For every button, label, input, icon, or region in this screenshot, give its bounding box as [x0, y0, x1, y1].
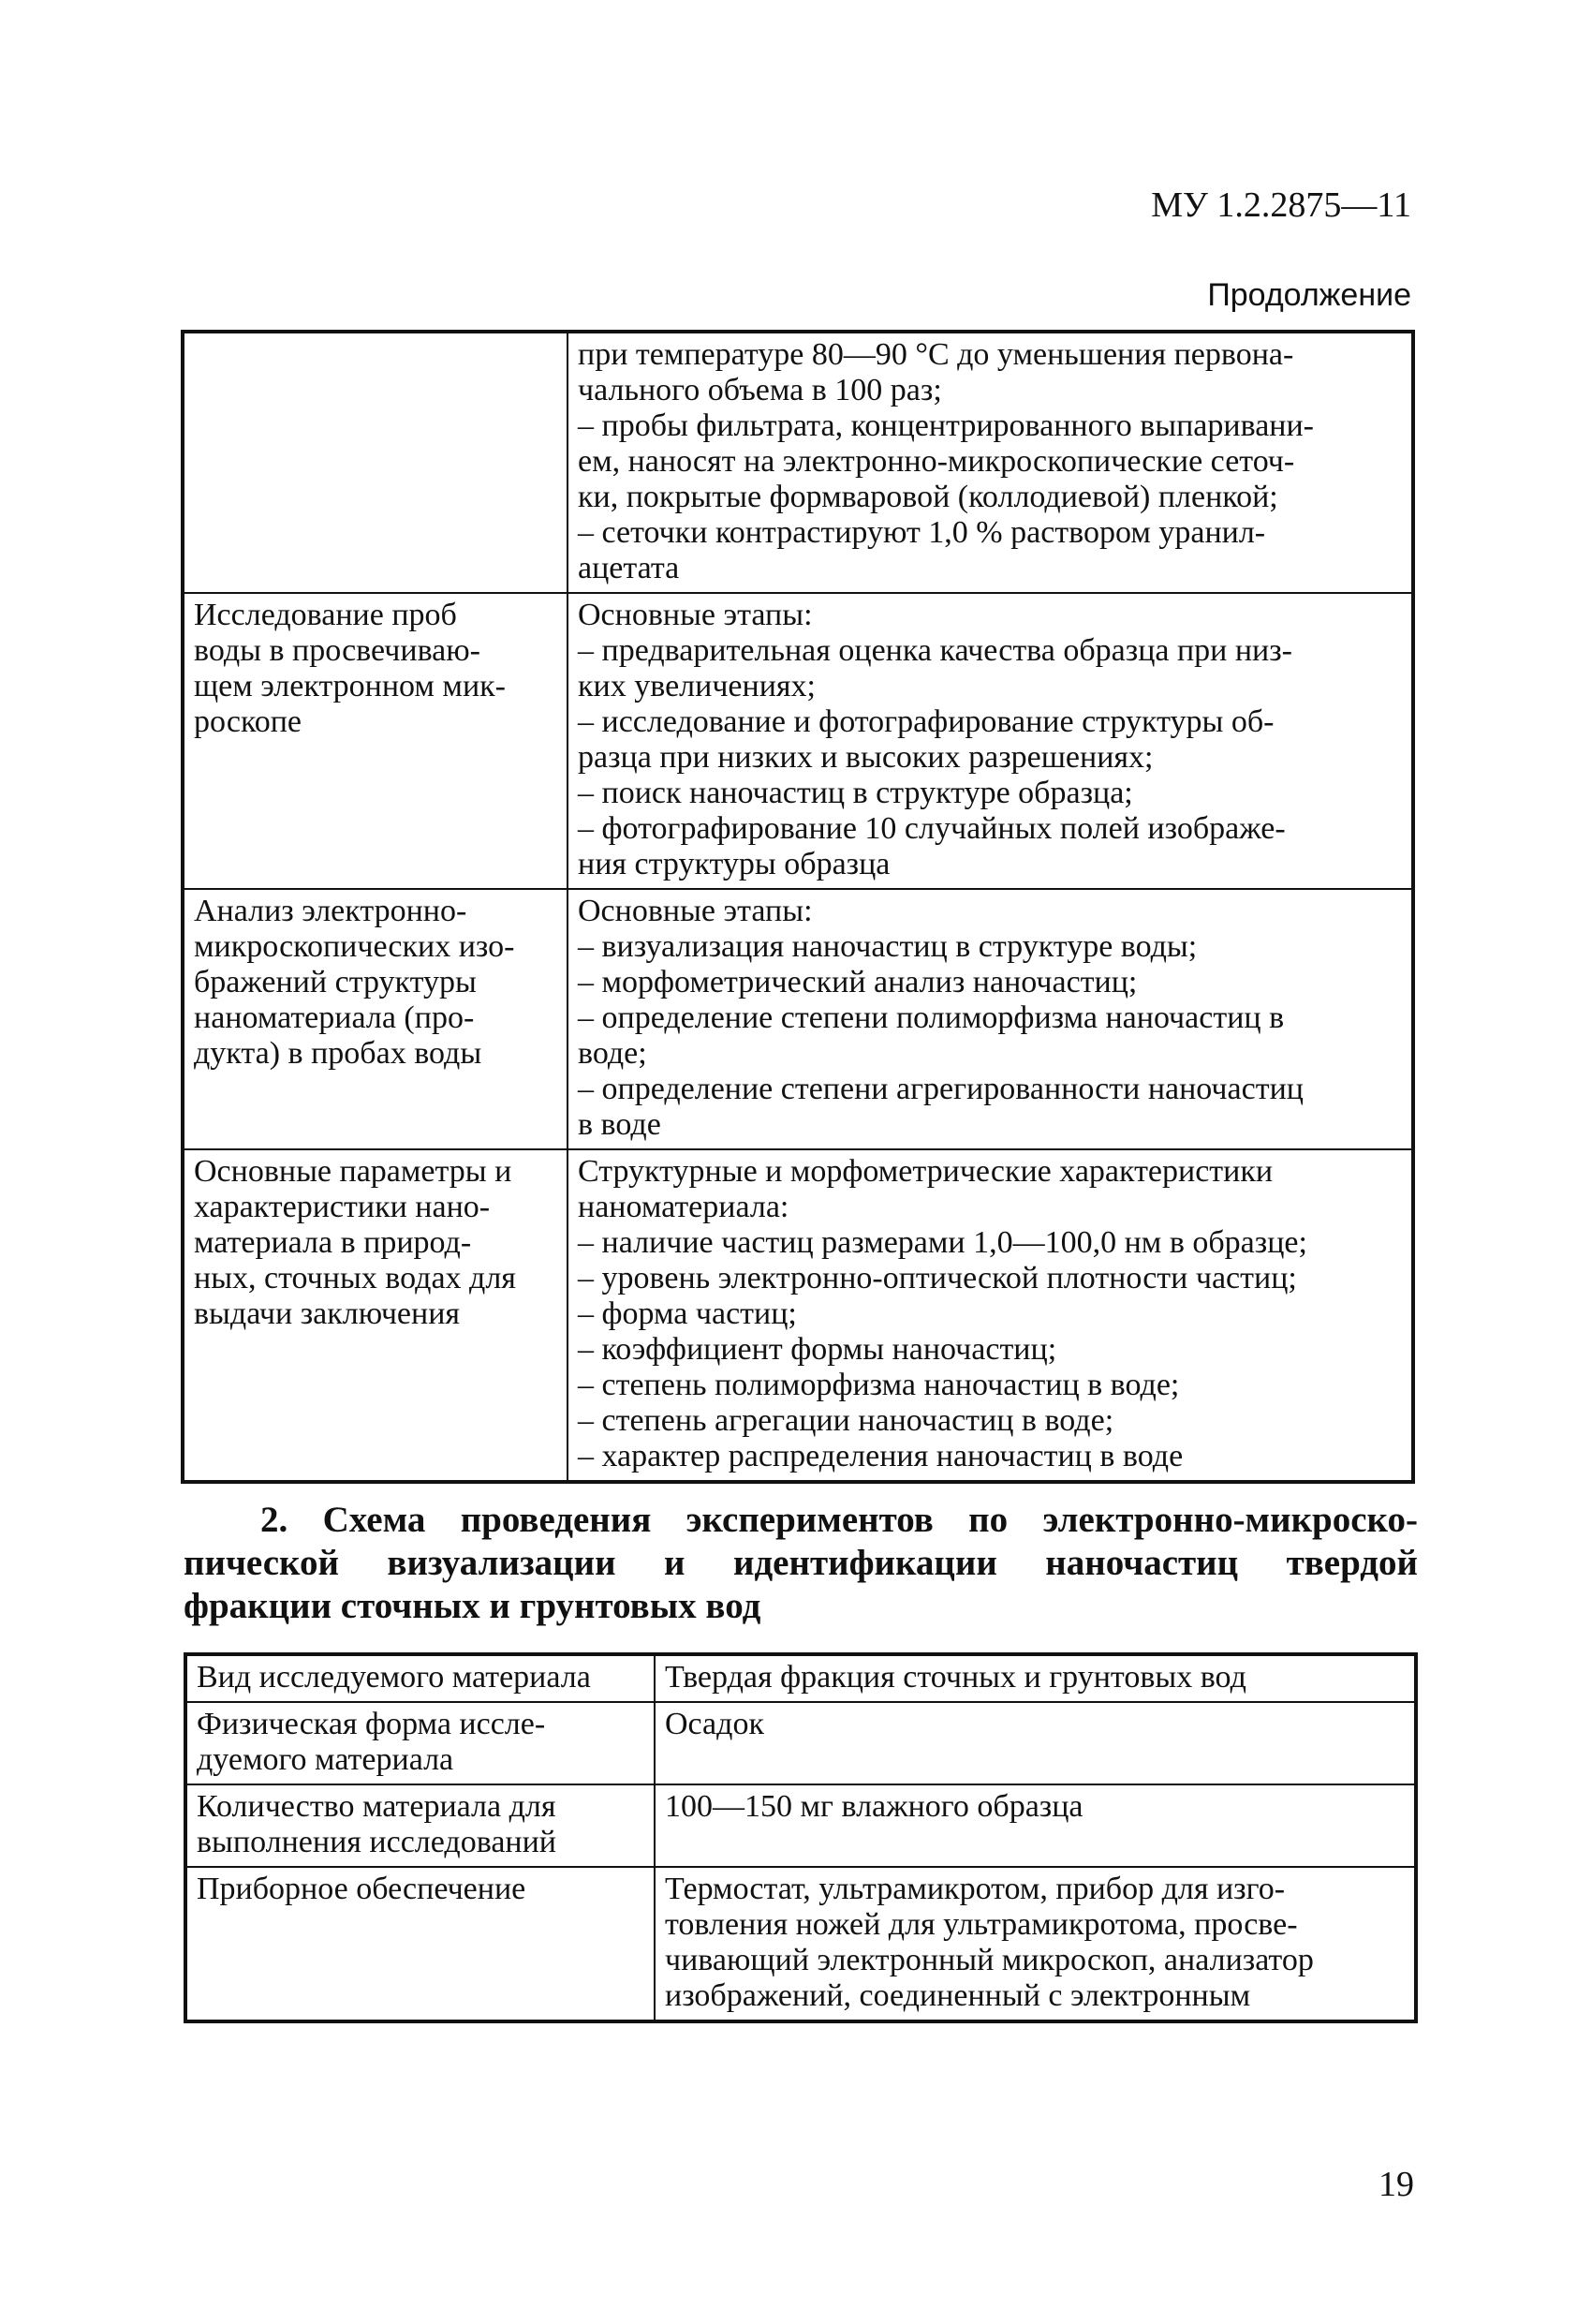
cell-text-line: в воде — [578, 1107, 661, 1142]
table-cell-parameter — [185, 1654, 655, 1702]
cell-text-line: Исследование проб — [194, 598, 457, 632]
cell-text-line: Осадок — [665, 1707, 764, 1741]
cell-text-line: – фотографирование 10 случайных полей изображе- — [578, 811, 1286, 846]
cell-text-line: Основные этапы: — [578, 894, 813, 928]
cell-text-line: материала в природ- — [194, 1225, 472, 1260]
table-cell-description — [568, 593, 1413, 889]
cell-text-line: выполнения исследований — [197, 1825, 556, 1859]
cell-text-line: дуемого материала — [197, 1742, 454, 1777]
cell-text-line: Твердая фракция сточных и грунтовых вод — [665, 1660, 1246, 1695]
cell-text-line: – исследование и фотографирование структуры об- — [578, 704, 1275, 739]
document-code: МУ 1.2.2875—11 — [1151, 185, 1411, 225]
cell-text-line: Вид исследуемого материала — [197, 1660, 591, 1695]
cell-text-line: – характер распределения наночастиц в воде — [578, 1439, 1184, 1473]
table-cell-parameter — [185, 1784, 655, 1867]
table-cell-description — [568, 889, 1413, 1149]
cell-text-line: товления ножей для ультрамикротома, просве- — [665, 1907, 1298, 1942]
cell-text-line: Структурные и морфометрические характеристики — [578, 1154, 1274, 1189]
cell-text-line: наноматериала: — [578, 1190, 789, 1224]
cell-text-line: Основные этапы: — [578, 598, 813, 632]
table-cell-value — [655, 1784, 1416, 1867]
table-cell-value — [655, 1702, 1416, 1784]
cell-text-line: – сеточки контрастируют 1,0 % раствором уранил- — [578, 515, 1266, 550]
table-cell-value — [655, 1654, 1416, 1702]
cell-text-line: – определение степени полиморфизма наночастиц в — [578, 1000, 1285, 1035]
procedure-table — [181, 330, 1415, 1484]
cell-text-line: воды в просвечиваю- — [194, 633, 480, 668]
table-row — [183, 332, 1413, 593]
heading-line: пической визуализации и идентификации наночастиц твердой — [184, 1543, 1418, 1583]
cell-text-line: ем, наносят на электронно-микроскопические сеточ- — [578, 444, 1295, 479]
cell-text-line: Основные параметры и — [194, 1154, 512, 1189]
table-row — [185, 1867, 1416, 2021]
cell-text-line: ния структуры образца — [578, 847, 891, 881]
cell-text-line: – поиск наночастиц в структуре образца; — [578, 776, 1133, 810]
table-cell-parameter — [185, 1867, 655, 2021]
cell-text-line: Термостат, ультрамикротом, прибор для изго- — [665, 1872, 1286, 1906]
cell-text-line: разца при низких и высоких разрешениях; — [578, 740, 1154, 775]
cell-text-line: микроскопических изо- — [194, 929, 515, 964]
table-row — [185, 1784, 1416, 1867]
cell-text-line: Количество материала для — [197, 1789, 556, 1824]
table-row — [183, 593, 1413, 889]
heading-line: фракции сточных и грунтовых вод — [184, 1586, 761, 1626]
table-cell-stage — [183, 332, 568, 593]
cell-text-line: щем электронном мик- — [194, 669, 506, 703]
cell-text-line: 100—150 мг влажного образца — [665, 1789, 1083, 1824]
cell-text-line: чивающий электронный микроскоп, анализатор — [665, 1943, 1314, 1977]
section-heading — [184, 1499, 1418, 1628]
cell-text-line: дукта) в пробах воды — [194, 1036, 482, 1071]
table-row — [183, 1149, 1413, 1482]
cell-text-line: ацетата — [578, 551, 680, 585]
table-cell-parameter — [185, 1702, 655, 1784]
cell-text-line: при температуре 80—90 °С до уменьшения первона- — [578, 337, 1294, 372]
heading-line: 2. Схема проведения экспериментов по электронно-микроско- — [260, 1500, 1418, 1540]
cell-text-line: – степень полиморфизма наночастиц в воде; — [578, 1368, 1180, 1402]
cell-text-line: воде; — [578, 1036, 647, 1071]
table-cell-stage — [183, 889, 568, 1149]
cell-text-line: наноматериала (про- — [194, 1000, 475, 1035]
cell-text-line: ки, покрытые формваровой (коллодиевой) пленкой; — [578, 480, 1278, 514]
cell-text-line: – предварительная оценка качества образца при низ- — [578, 633, 1293, 668]
cell-text-line: характеристики нано- — [194, 1190, 491, 1224]
cell-text-line: бражений структуры — [194, 965, 477, 999]
table-row — [185, 1654, 1416, 1702]
table-cell-stage — [183, 1149, 568, 1482]
cell-text-line: – морфометрический анализ наночастиц; — [578, 965, 1138, 999]
cell-text-line: Анализ электронно- — [194, 894, 467, 928]
table-cell-stage — [183, 593, 568, 889]
cell-text-line: Приборное обеспечение — [197, 1872, 526, 1906]
cell-text-line: выдачи заключения — [194, 1296, 461, 1331]
table-cell-value — [655, 1867, 1416, 2021]
continuation-label: Продолжение — [1207, 277, 1411, 313]
cell-text-line: – коэффициент формы наночастиц; — [578, 1332, 1057, 1367]
cell-text-line: чального объема в 100 раз; — [578, 373, 942, 407]
cell-text-line: – уровень электронно-оптической плотности частиц; — [578, 1261, 1297, 1295]
table-row — [183, 889, 1413, 1149]
cell-text-line: ких увеличениях; — [578, 669, 816, 703]
cell-text-line: – определение степени агрегированности наночастиц — [578, 1072, 1304, 1106]
table-cell-description — [568, 1149, 1413, 1482]
cell-text-line: Физическая форма иссле- — [197, 1707, 546, 1741]
cell-text-line: изображений, соединенный с электронным — [665, 1978, 1251, 2013]
cell-text-line: роскопе — [194, 704, 302, 739]
cell-text-line: – форма частиц; — [578, 1296, 797, 1331]
cell-text-line: – наличие частиц размерами 1,0—100,0 нм в образце; — [578, 1225, 1307, 1260]
cell-text-line: – визуализация наночастиц в структуре воды; — [578, 929, 1198, 964]
cell-text-line: ных, сточных водах для — [194, 1261, 516, 1295]
table-cell-description — [568, 332, 1413, 593]
page-number: 19 — [1378, 2165, 1414, 2204]
cell-text-line: – степень агрегации наночастиц в воде; — [578, 1403, 1114, 1438]
experiment-scheme-table — [184, 1652, 1418, 2023]
table-row — [185, 1702, 1416, 1784]
cell-text-line: – пробы фильтрата, концентрированного выпаривани- — [578, 408, 1315, 443]
